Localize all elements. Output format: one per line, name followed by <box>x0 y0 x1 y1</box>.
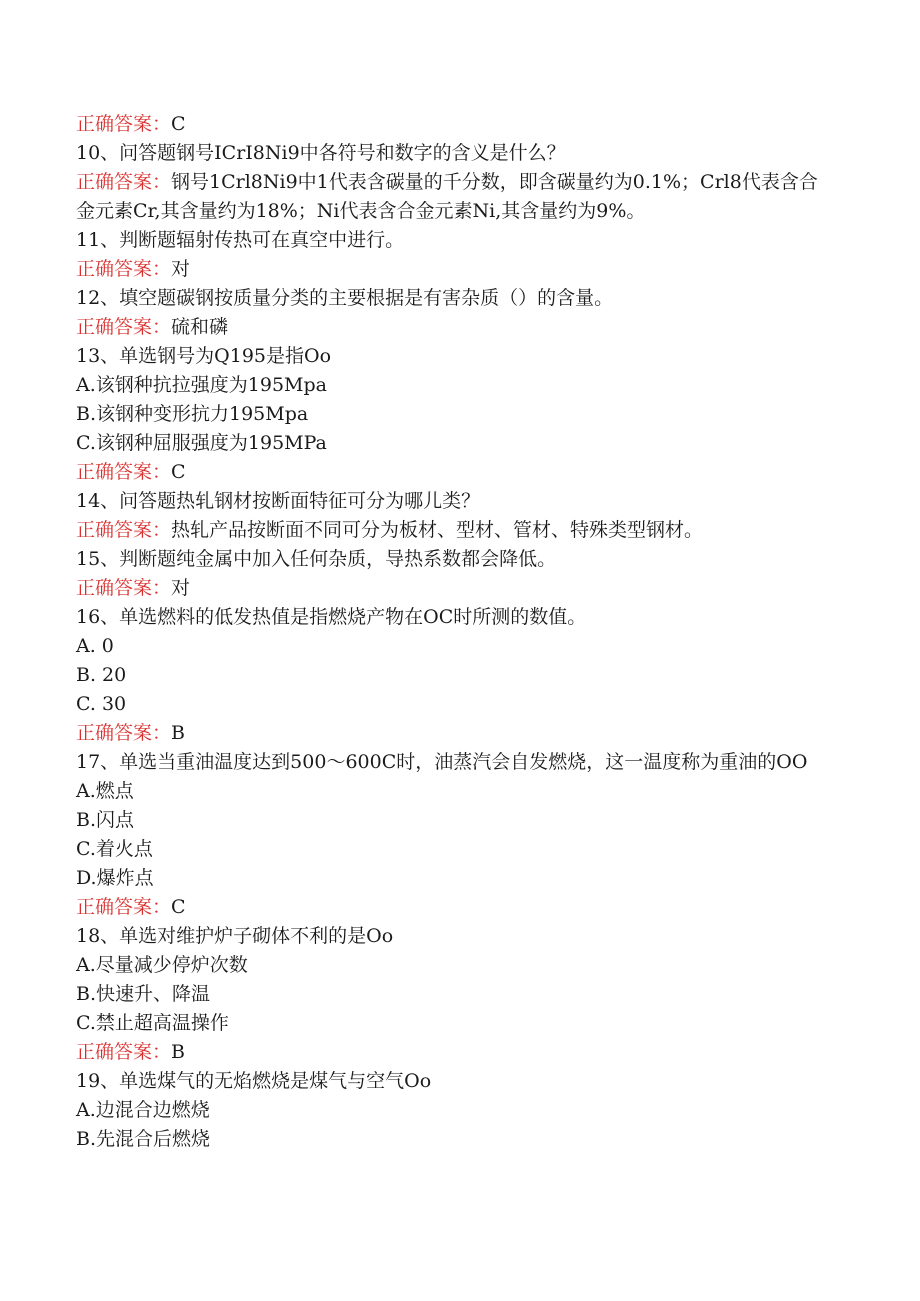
answer-text: C <box>171 461 186 483</box>
answer-line <box>76 458 836 487</box>
answer-text: 钢号1Crl8Ni9中1代表含碳量的千分数，即含碳量约为0.1%；Crl8代表含合金元素Cr,其含量约为18%；Ni代表含合金元素Ni,其含量约为9%。 <box>76 171 818 222</box>
question-line: 10、问答题钢号ICrI8Ni9中各符号和数字的含义是什么？ <box>76 142 566 164</box>
option-line: A. 0 <box>76 635 114 657</box>
answer-text: 对 <box>171 577 191 599</box>
option-line: B.闪点 <box>76 809 135 831</box>
document-body <box>76 110 836 1154</box>
answer-line <box>76 893 836 922</box>
option-line: B.该钢种变形抗力195Mpa <box>76 403 309 425</box>
answer-line <box>76 110 836 139</box>
question-line: 16、单选燃料的低发热值是指燃烧产物在OC时所测的数值。 <box>76 606 587 628</box>
answer-line <box>76 255 836 284</box>
question-line: 18、单选对维护炉子砌体不利的是Oo <box>76 925 394 947</box>
answer-text: 热轧产品按断面不同可分为板材、型材、管材、特殊类型钢材。 <box>171 519 704 541</box>
answer-text: C <box>171 113 186 135</box>
option-line: B. 20 <box>76 664 127 686</box>
question-line: 17、单选当重油温度达到500～600C时，油蒸汽会自发燃烧，这一温度称为重油的OO <box>76 751 808 773</box>
option-line: D.爆炸点 <box>76 867 154 889</box>
answer-text: B <box>171 1041 185 1063</box>
question-line: 14、问答题热轧钢材按断面特征可分为哪儿类？ <box>76 490 481 512</box>
question-line: 15、判断题纯金属中加入任何杂质，导热系数都会降低。 <box>76 548 557 570</box>
option-line: C.着火点 <box>76 838 153 860</box>
answer-line <box>76 719 836 748</box>
answer-text: 对 <box>171 258 191 280</box>
option-line: C. 30 <box>76 693 127 715</box>
answer-line <box>76 574 836 603</box>
question-line: 19、单选煤气的无焰燃烧是煤气与空气Oo <box>76 1070 432 1092</box>
answer-label: 正确答案： <box>76 258 172 280</box>
option-line: A.边混合边燃烧 <box>76 1099 210 1121</box>
option-line: B.快速升、降温 <box>76 983 211 1005</box>
answer-label: 正确答案： <box>76 461 172 483</box>
answer-label: 正确答案： <box>76 519 172 541</box>
answer-text: B <box>171 722 185 744</box>
option-line: A.燃点 <box>76 780 134 802</box>
answer-label: 正确答案： <box>76 1041 172 1063</box>
question-line: 11、判断题辐射传热可在真空中进行。 <box>76 229 405 251</box>
answer-line <box>76 516 836 545</box>
answer-label: 正确答案： <box>76 577 172 599</box>
answer-label: 正确答案： <box>76 896 172 918</box>
option-line: A.尽量减少停炉次数 <box>76 954 248 976</box>
answer-label: 正确答案： <box>76 722 172 744</box>
answer-text: 硫和磷 <box>171 316 229 338</box>
answer-line <box>76 168 836 226</box>
answer-label: 正确答案： <box>76 316 172 338</box>
option-line: B.先混合后燃烧 <box>76 1128 211 1150</box>
answer-line <box>76 1038 836 1067</box>
question-line: 12、填空题碳钢按质量分类的主要根据是有害杂质（）的含量。 <box>76 287 614 309</box>
answer-line <box>76 313 836 342</box>
option-line: A.该钢种抗拉强度为195Mpa <box>76 374 327 396</box>
answer-text: C <box>171 896 186 918</box>
option-line: C.该钢种屈服强度为195MPa <box>76 432 327 454</box>
option-line: C.禁止超高温操作 <box>76 1012 229 1034</box>
answer-label: 正确答案： <box>76 113 172 135</box>
question-line: 13、单选钢号为Q195是指Oo <box>76 345 332 367</box>
answer-label: 正确答案： <box>76 171 172 193</box>
